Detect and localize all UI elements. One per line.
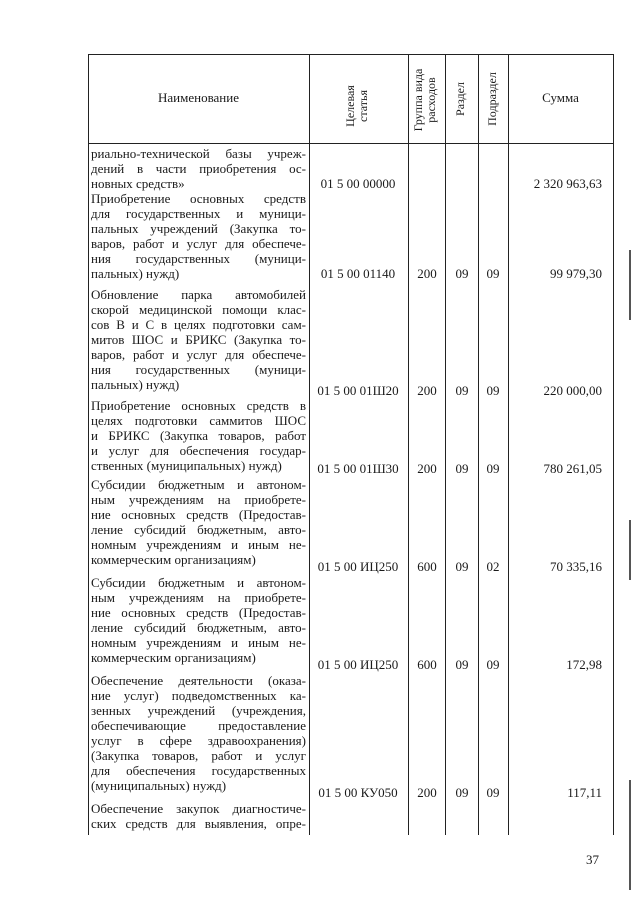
row-subsection: 09 bbox=[486, 657, 500, 672]
row-code: 01 5 00 ИЦ250 bbox=[317, 657, 399, 672]
row-subsection: 02 bbox=[486, 559, 500, 574]
row-name-line: сов В и С в целях подготовки сам- bbox=[91, 317, 306, 332]
row-name-line: пальных учреждений (Закупка то- bbox=[91, 221, 306, 236]
row-name-line: целях подготовки саммитов ШОС bbox=[91, 413, 306, 428]
header-sum: Сумма bbox=[542, 90, 579, 105]
table-border-top bbox=[88, 54, 614, 55]
row-name-line: ние услуг) подведомственных ка- bbox=[91, 688, 306, 703]
row-sum: 70 335,16 bbox=[550, 559, 602, 574]
row-code: 01 5 00 00000 bbox=[320, 176, 396, 191]
row-name-line: Обеспечение деятельности (оказа- bbox=[91, 673, 306, 688]
row-name-line: варов, работ и услуг для обеспече- bbox=[91, 347, 306, 362]
row-section: 09 bbox=[455, 266, 469, 281]
row-name-line: Приобретение основных средств в bbox=[91, 398, 306, 413]
row-subsection: 09 bbox=[486, 383, 500, 398]
row-name-line: новных средств» bbox=[91, 176, 185, 191]
row-code: 01 5 00 01Ш20 bbox=[317, 383, 399, 398]
row-name-line: номным учреждениям и иным не- bbox=[91, 635, 306, 650]
row-group: 200 bbox=[417, 461, 437, 476]
row-group: 200 bbox=[417, 266, 437, 281]
row-group: 200 bbox=[417, 383, 437, 398]
scan-edge-mark bbox=[629, 780, 631, 890]
row-name bbox=[91, 146, 306, 191]
row-name bbox=[91, 673, 306, 793]
column-divider bbox=[408, 54, 409, 835]
table-border-right bbox=[613, 54, 614, 835]
row-name-line: коммерческим организациям) bbox=[91, 552, 256, 567]
row-name-line: пальных) нужд) bbox=[91, 377, 180, 392]
scan-edge-mark bbox=[629, 250, 631, 320]
row-code: 01 5 00 01Ш30 bbox=[317, 461, 399, 476]
header-group: Группа вида расходов bbox=[411, 68, 438, 132]
table-border-left bbox=[88, 54, 89, 835]
row-name-line: пальных) нужд) bbox=[91, 266, 180, 281]
row-name-line: ным учреждениям на приобрете- bbox=[91, 492, 306, 507]
row-section: 09 bbox=[455, 559, 469, 574]
row-section: 09 bbox=[455, 657, 469, 672]
row-name bbox=[91, 477, 306, 567]
header-name: Наименование bbox=[158, 90, 239, 105]
row-subsection: 09 bbox=[486, 266, 500, 281]
row-name bbox=[91, 398, 306, 473]
row-name-line: Обеспечение закупок диагностиче- bbox=[91, 801, 306, 816]
row-name-line: митов ШОС и БРИКС (Закупка то- bbox=[91, 332, 306, 347]
row-name-line: и БРИКС (Закупка товаров, работ bbox=[91, 428, 306, 443]
row-name-line: коммерческим организациям) bbox=[91, 650, 256, 665]
row-section: 09 bbox=[455, 461, 469, 476]
row-name-line: (муниципальных) нужд) bbox=[91, 778, 227, 793]
row-name-line: ным учреждениям на приобрете- bbox=[91, 590, 306, 605]
row-subsection: 09 bbox=[486, 785, 500, 800]
row-code: 01 5 00 КУ050 bbox=[318, 785, 398, 800]
row-name-line: ния государственных (муници- bbox=[91, 362, 306, 377]
row-name-line: ление субсидий бюджетным, авто- bbox=[91, 522, 306, 537]
row-name-line: ние основных средств (Предостав- bbox=[91, 605, 306, 620]
row-name-line: Обновление парка автомобилей bbox=[91, 287, 306, 302]
column-divider bbox=[508, 54, 509, 835]
row-sum: 172,98 bbox=[566, 657, 602, 672]
row-section: 09 bbox=[455, 383, 469, 398]
row-name-line: ских средств для выявления, опре- bbox=[91, 816, 306, 831]
row-name-line: варов, работ и услуг для обеспече- bbox=[91, 236, 306, 251]
row-name-line: ственных (муниципальных) нужд) bbox=[91, 458, 282, 473]
row-group: 200 bbox=[417, 785, 437, 800]
header-target: Целевая статья bbox=[343, 85, 370, 127]
row-name-line: ния государственных (муници- bbox=[91, 251, 306, 266]
row-code: 01 5 00 ИЦ250 bbox=[317, 559, 399, 574]
row-name bbox=[91, 575, 306, 665]
row-name-line: для государственных и муници- bbox=[91, 206, 306, 221]
row-name-line: зенных учреждений (учреждения, bbox=[91, 703, 306, 718]
scan-edge-mark bbox=[629, 520, 631, 580]
row-section: 09 bbox=[455, 785, 469, 800]
column-divider bbox=[445, 54, 446, 835]
row-name bbox=[91, 191, 306, 281]
row-group: 600 bbox=[417, 657, 437, 672]
row-name bbox=[91, 801, 306, 831]
row-sum: 220 000,00 bbox=[543, 383, 602, 398]
row-name-line: (Закупка товаров, работ и услуг bbox=[91, 748, 306, 763]
row-name-line: дений в части приобретения ос- bbox=[91, 161, 306, 176]
row-name-line: риально-технической базы учреж- bbox=[91, 146, 306, 161]
row-name-line: номным учреждениям и иным не- bbox=[91, 537, 306, 552]
header-section: Раздел bbox=[453, 82, 467, 116]
row-name-line: Приобретение основных средств bbox=[91, 191, 306, 206]
row-sum: 117,11 bbox=[567, 785, 602, 800]
row-sum: 2 320 963,63 bbox=[533, 176, 602, 191]
row-name-line: ление субсидий бюджетным, авто- bbox=[91, 620, 306, 635]
row-name-line: ние основных средств (Предостав- bbox=[91, 507, 306, 522]
row-name-line: скорой медицинской помощи клас- bbox=[91, 302, 306, 317]
row-name-line: услуг в сфере здравоохранения) bbox=[91, 733, 306, 748]
row-subsection: 09 bbox=[486, 461, 500, 476]
header-subsection: Подраздел bbox=[485, 72, 499, 126]
page-number: 37 bbox=[586, 852, 599, 867]
column-divider bbox=[478, 54, 479, 835]
row-sum: 99 979,30 bbox=[550, 266, 602, 281]
row-group: 600 bbox=[417, 559, 437, 574]
row-name bbox=[91, 287, 306, 392]
column-divider bbox=[309, 54, 310, 835]
row-name-line: Субсидии бюджетным и автоном- bbox=[91, 575, 306, 590]
row-name-line: Субсидии бюджетным и автоном- bbox=[91, 477, 306, 492]
row-name-line: и услуг для обеспечения государ- bbox=[91, 443, 306, 458]
row-name-line: для обеспечения государственных bbox=[91, 763, 306, 778]
row-code: 01 5 00 01140 bbox=[320, 266, 396, 281]
row-sum: 780 261,05 bbox=[543, 461, 602, 476]
row-name-line: обеспечивающие предоставление bbox=[91, 718, 306, 733]
